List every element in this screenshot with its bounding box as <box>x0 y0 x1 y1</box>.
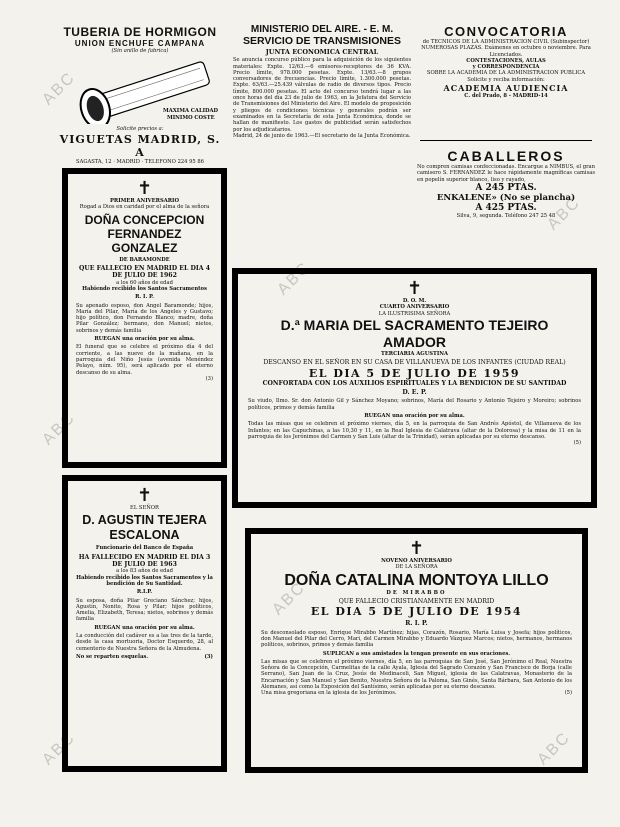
convocatoria-line5: Solicite y reciba información: <box>467 76 545 83</box>
esquela-order: TERCIARIA AGUSTINA <box>380 350 449 357</box>
caballeros-title: CABALLEROS <box>447 148 565 164</box>
ad-right1: MAXIMA CALIDAD <box>163 108 219 114</box>
caballeros-price1: A 245 PTAS. <box>475 182 537 193</box>
ad-company: VIGUETAS MADRID, S. A <box>59 132 221 159</box>
esquela-sacraments: Habiendo recibido los Santos Sacramentos <box>82 286 207 292</box>
esquela-num: (5) <box>573 440 581 447</box>
esquela-ruegan: SUPLICAN a sus amistades la tengan presente en sus oraciones. <box>322 650 511 657</box>
ad-ministerio <box>233 24 411 252</box>
caballeros-product: ENKALENE» (No se plancha) <box>436 192 576 203</box>
watermark: ABC <box>544 193 584 234</box>
cross-icon: ✝ <box>406 278 423 299</box>
convocatoria-line2: CONTESTACIONES, AULAS <box>466 57 546 64</box>
esquela-intro: LA ILUSTRISIMA SEÑORA <box>378 310 451 317</box>
esquela-name: D.ª MARIA DEL SACRAMENTO TEJEIRO AMADOR <box>280 316 549 350</box>
esquela-anniv: CUARTO ANIVERSARIO <box>379 304 450 311</box>
watermark: ABC <box>39 408 79 449</box>
divider <box>420 140 592 141</box>
ministerio-body: Se anuncia concurso público para la adquisición de los siguientes materiales: Expte. 12/63.—6 emisores-receptores de 36 KVA. Precio límite, 978.000 pesetas. Expte. 13/63.—8 grupos conversadores de frecuencias. Precio límite, 1.300.000 pesetas. Expte. 63/63.—25.439 válvulas de radio de diversos tipos. Precio límite, 800.000 pesetas. El acto del concurso tendrá lugar a las once horas del día 23 de julio de 1963, en la Jefatura del Servicio de Transmisiones del Ministerio del Aire. El modelo de proposición y pliegos de condiciones técnicas y generales podrán ser examinados en la Secretaría de esta Junta Económica, donde se hallan de manifiesto. Los gastos de publicidad serán satisfechos por los adjudicatarios. <box>233 57 411 133</box>
esquela-intro: EL SEÑOR <box>130 505 159 511</box>
ministerio-header: MINISTERIO DEL AIRE. - E. M. <box>250 24 394 35</box>
esquela-masses: Todas las misas que se celebren el próximo viernes, día 5, en la parroquia de San Andrés Apóstol, de Villanueva de los Infantes; en las Capuchinas, a las 10,30 y 11, en la Real Iglesia de Calatrava (altar de la Dolorosa) y la misa de 11 en la parroquia de los Jerónimos del Carmen y San Luis (altar de la Trinidad), serán aplicadas por su eterno descanso. <box>248 421 581 440</box>
esquela-catalina <box>245 528 588 773</box>
esquela-funeral: El funeral que se celebre el próximo día 4 del corriente, a las nueve de la mañana, en la parroquia del Niño Jesús (avenida Menéndez Pelayo, núm. 95), será aplicado por el eterno descanso de su alma. <box>76 344 213 376</box>
convocatoria-name: ACADEMIA AUDIENCIA <box>443 83 569 94</box>
convocatoria-line3: y CORRESPONDENCIA <box>472 64 540 71</box>
esquela-name: DOÑA CONCEPCION FERNANDEZ GONZALEZ <box>84 212 205 255</box>
esquela-family: Su apenado esposo, don Angel Baramonde; hijos, María del Pilar, María de los Angeles y Gustavo; hijo político, don Fernando Blanco; madre, doña Pilar González; hermano, don Manuel; nietos, sobrinos y demás familia <box>76 302 213 334</box>
caballeros-price2: A 425 PTAS. <box>475 202 537 213</box>
esquela-ruegan: RUEGAN una oración por su alma. <box>94 336 195 343</box>
watermark: ABC <box>274 258 314 299</box>
esquela-intro: Rogad a Dios en caridad por el alma de la señora <box>79 204 210 211</box>
watermark: ABC <box>269 578 309 619</box>
esquela-num: (3) <box>204 653 213 660</box>
esquela-age: a los 83 años de edad <box>116 568 173 575</box>
esquela-ruegan: RUEGAN una oración por su alma. <box>94 624 195 631</box>
esquela-dep: D. E. P. <box>402 389 427 396</box>
esquela-death: HA FALLECIDO EN MADRID EL DIA 3 DE JULIO DE 1963 <box>78 553 211 568</box>
convocatoria-title: CONVOCATORIA <box>444 24 568 39</box>
ad-caballeros <box>417 148 595 256</box>
esquela-age: a los 60 años de edad <box>116 279 173 286</box>
esquela-surname: DE BARAMONDE <box>119 256 170 263</box>
esquela-surname: DE MIRABBO <box>386 589 447 596</box>
watermark: ABC <box>534 728 574 769</box>
ad-note: (Sin anillo de fabrica) <box>111 48 169 54</box>
esquela-ruegan: RUEGAN una oración por su alma. <box>364 413 465 419</box>
esquela-family: Su desconsolado esposo, Enrique Mirabbo Martínez; hijas, Corazón, Rosario, María Luisa y Josefa; hijos políticos, don Manuel del Pilar del Cerro, Mari, del Carmen Mirabbo y Eduardo Vázquez Marcos; nietos, hermanos, hermanos políticos, sobrinos, primos y demás familia <box>261 629 572 649</box>
ad-convocatoria <box>417 24 595 136</box>
esquela-family: Su esposa, doña Pilar Greciano Sánchez; hijos, Agustín, Nonito, Rosa y Pilar; hijos políticos, Amelia, Elizabeth, Teresa; nietos, sobrinos y demás familia <box>76 597 213 623</box>
esquela-date: EL DIA 5 DE JULIO DE 1954 <box>310 605 523 619</box>
esquela-agustin <box>62 475 227 772</box>
esquela-num: (5) <box>564 690 572 697</box>
esquela-intro: DE LA SEÑORA <box>395 564 438 571</box>
cross-icon: ✝ <box>136 485 153 506</box>
esquela-name: D. AGUSTIN TEJERA ESCALONA <box>82 513 207 543</box>
ad-request: Solicite precios a: <box>116 126 164 133</box>
cross-icon: ✝ <box>136 178 153 199</box>
esquela-family: Su viudo, Ilmo. Sr. don Antonio Gil y Sánchez Moyano; sobrinos, María del Rosario y Antonio Tejeiro y Moreiro; sobrinos políticos, primos y demás familia <box>248 398 581 411</box>
ad-address: SAGASTA, 12 · MADRID · TELEFONO 224 95 86 <box>76 158 204 165</box>
esquela-note-text: No se reparten esquelas. <box>76 653 149 660</box>
esquela-maria <box>232 268 597 508</box>
esquela-date: EL DIA 5 DE JULIO DE 1959 <box>308 366 521 380</box>
ministerio-subtitle: JUNTA ECONOMICA CENTRAL <box>265 48 379 56</box>
esquela-rip: R.I.P. <box>136 589 153 596</box>
cross-icon: ✝ <box>408 538 425 559</box>
esquela-extra: Una misa gregoriana en la iglesia de los Jerónimos. <box>261 690 397 697</box>
esquela-conduccion: La conducción del cadáver es a las tres de la tarde, desde la casa mortuoria, Doctor Esquerdo, 28, al cementerio de Nuestra Señora de la Almudena. <box>76 633 213 652</box>
ad-tuberia <box>55 25 225 165</box>
esquela-rest: DESCANSO EN EL SEÑOR EN SU CASA DE VILLANUEVA DE LOS INFANTES (CIUDAD REAL) <box>263 359 566 367</box>
esquela-name: DOÑA CATALINA MONTOYA LILLO <box>284 571 549 589</box>
esquela-concepcion <box>62 168 227 468</box>
caballeros-body: No compren camisas confeccionadas. Encargue a NIMBUS, el gran camisero S. FERNANDEZ le hace rápidamente magníficas camisas en popelín superior blanco, liso y rayado, <box>417 164 595 183</box>
esquela-comfort: CONFORTADA CON LOS AUXILIOS ESPIRITUALES Y LA BENDICION DE SU SANTIDAD <box>262 379 567 387</box>
esquela-sacraments: Habiendo recibido los Santos Sacramentos y la bendición de Su Santidad. <box>76 574 213 587</box>
esquela-death: QUE FALLECIO EN MADRID EL DIA 4 DE JULIO DE 1962 <box>78 264 211 280</box>
esquela-dom: D. O. M. <box>402 298 427 304</box>
esquela-anniv: PRIMER ANIVERSARIO <box>110 198 179 204</box>
watermark: ABC <box>39 728 79 769</box>
watermark: ABC <box>39 68 79 109</box>
esquela-job: Funcionario del Banco de España <box>95 545 194 552</box>
esquela-rip: R. I. P. <box>405 620 428 628</box>
esquela-death: QUE FALLECIO CRISTIANAMENTE EN MADRID <box>338 597 495 605</box>
caballeros-address: Silva, 9, segunda. Teléfono 247 25 48 <box>456 212 556 219</box>
ad-right2: MINIMO COSTE <box>167 115 215 121</box>
esquela-rip: R. I. P. <box>135 294 154 301</box>
ministerio-title: SERVICIO DE TRANSMISIONES <box>243 35 401 47</box>
esquela-masses: Las misas que se celebren el próximo viernes, día 5, en las parroquias de San José, San Jerónimo el Real, Nuestra Señora de la Concepción, Carmelitas de la calle Ayala, Iglesia del Sagrado Corazón y San Francisco de Borja (calle Serrano), San Juan de la Cruz, Jesús de Medinaceli, San Miguel, iglesia de las Calatravas, Monasterio de la Encarnación y San Manuel y San Benito, Nuestra Señora de la Paloma, San Ginés, Santa Bárbara, San Antonio de los Alemanes, así como la Exposición del Santísimo, serán aplicadas por su eterno descanso. <box>261 658 572 691</box>
esquela-num: (3) <box>205 375 213 382</box>
convocatoria-body: de TECNICOS DE LA ADMINISTRACION CIVIL (Subinspector) NUMEROSAS PLAZAS. Exámenes en octubre o noviembre. Para Licenciados. <box>421 39 591 58</box>
convocatoria-address: C. del Prado, 8 - MADRID-14 <box>464 93 548 100</box>
ad-subtitle: UNION ENCHUFE CAMPANA <box>74 39 206 48</box>
esquela-anniv: NOVENO ANIVERSARIO <box>381 558 452 564</box>
esquela-extra-row <box>261 690 572 696</box>
ministerio-footer: Madrid, 24 de junio de 1963.—El secretario de la Junta Económica. <box>233 132 411 139</box>
esquela-note <box>76 654 213 660</box>
convocatoria-line4: SOBRE LA ACADEMIA DE LA ADMINISTRACION PUBLICA <box>426 70 586 77</box>
ad-title: TUBERIA DE HORMIGON <box>63 25 217 39</box>
